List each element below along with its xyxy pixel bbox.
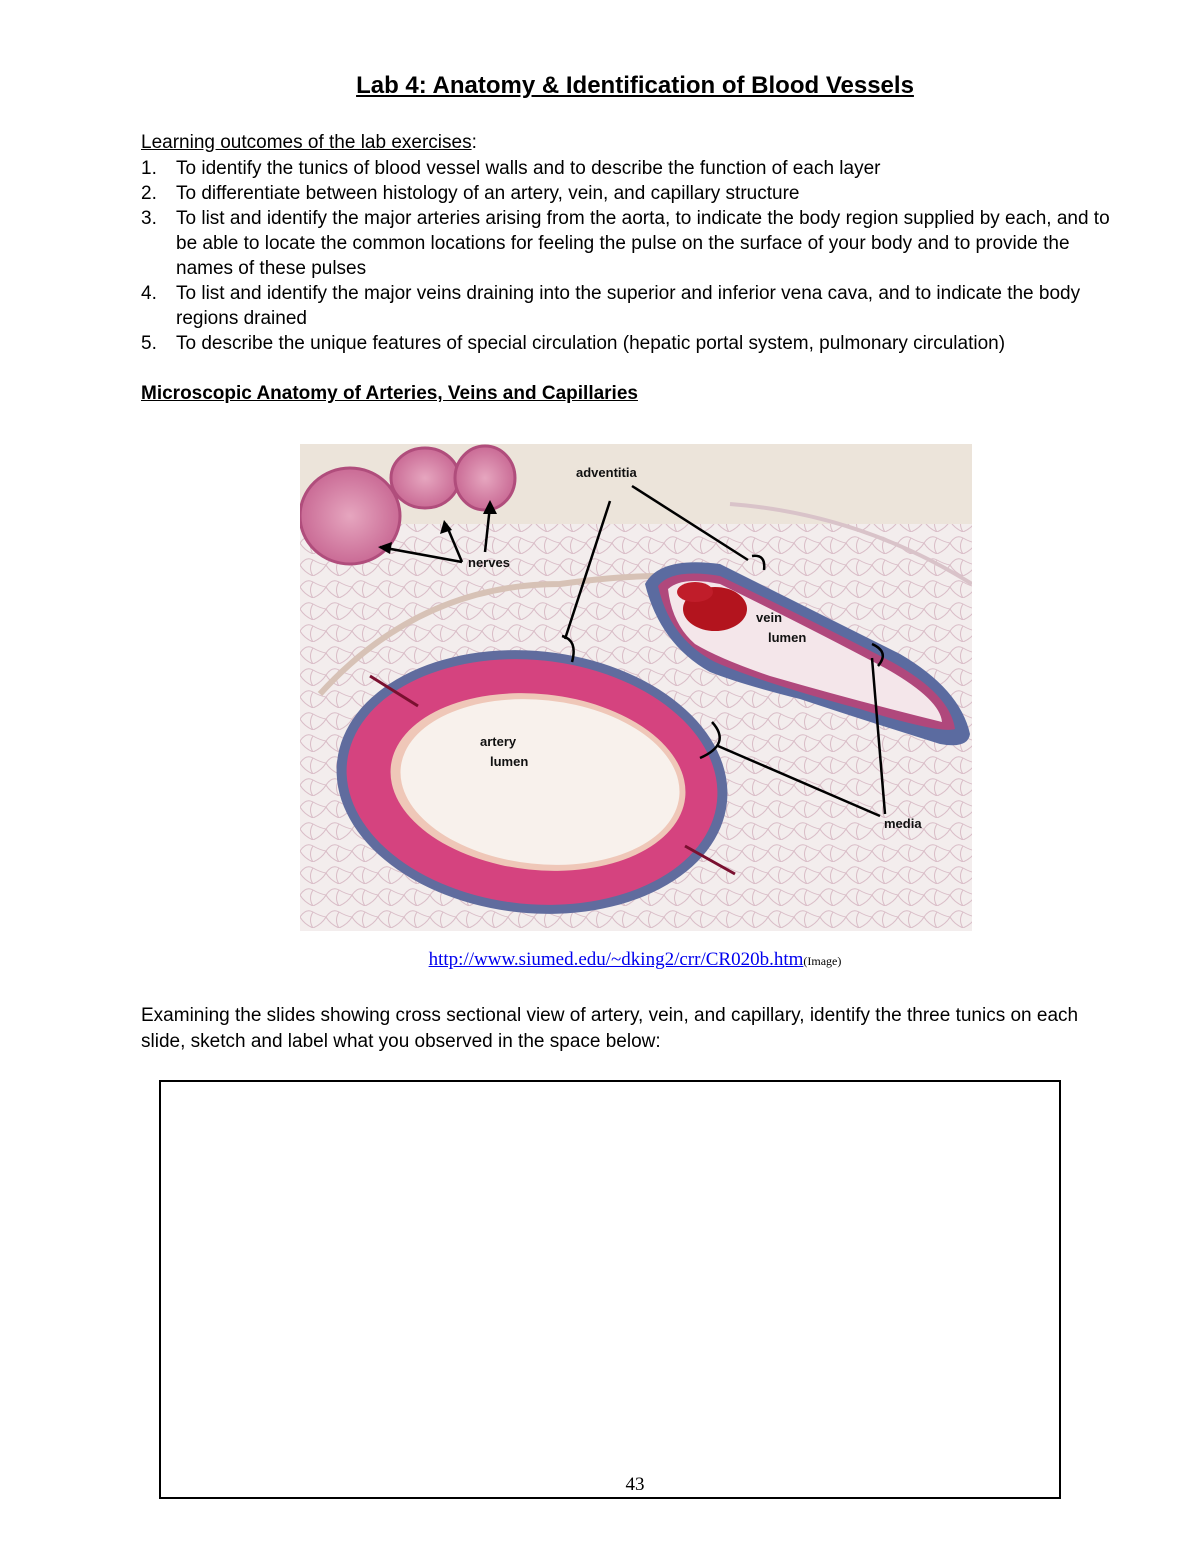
- label-adventitia: adventitia: [576, 465, 637, 480]
- label-nerves: nerves: [468, 555, 510, 570]
- outcome-number: 3.: [141, 208, 157, 229]
- image-source: [0, 949, 1200, 971]
- outcomes-heading-colon: :: [471, 132, 477, 153]
- outcome-text: To describe the unique features of special circulation (hepatic portal system, pulmonary circulation): [176, 333, 1006, 354]
- label-vein-lumen: lumen: [768, 630, 807, 645]
- outcomes-list: [141, 156, 1131, 356]
- instructions: Examining the slides showing cross sectional view of artery, vein, and capillary, identify the three tunics on each slide, sketch and label what you observed in the space below:: [141, 1005, 1079, 1052]
- outcome-text: To differentiate between histology of an artery, vein, and capillary structure: [176, 183, 800, 204]
- page-title: Lab 4: Anatomy & Identification of Blood Vessels: [356, 72, 914, 99]
- outcome-number: 1.: [141, 158, 157, 179]
- outcome-item: [141, 181, 1131, 206]
- outcome-number: 4.: [141, 283, 157, 304]
- outcome-item: [141, 206, 1131, 281]
- outcomes-heading-text: Learning outcomes of the lab exercises: [141, 132, 472, 153]
- outcome-text: To list and identify the major veins draining into the superior and inferior vena cava, and to indicate the body regions drained: [176, 283, 1081, 329]
- outcome-item: [141, 331, 1131, 356]
- vessel-micrograph: [300, 444, 972, 931]
- outcome-item: [141, 156, 1131, 181]
- outcomes-heading: [141, 132, 477, 154]
- label-artery-lumen: lumen: [490, 754, 529, 769]
- outcome-text: To list and identify the major arteries arising from the aorta, to indicate the body region supplied by each, and to be able to locate the common locations for feeling the pulse on the surface of your body and to provide the names of these pulses: [176, 208, 1110, 279]
- label-vein: vein: [756, 610, 783, 625]
- micrograph-drawing: [300, 444, 972, 931]
- page-number: 43: [625, 1474, 645, 1495]
- section-heading: Microscopic Anatomy of Arteries, Veins and Capillaries: [141, 383, 638, 404]
- label-media: media: [884, 816, 922, 831]
- outcome-item: [141, 281, 1131, 331]
- outcome-number: 5.: [141, 333, 157, 354]
- source-link[interactable]: http://www.siumed.edu/~dking2/crr/CR020b.htm: [428, 949, 804, 970]
- sketch-area[interactable]: [159, 1080, 1061, 1499]
- outcome-text: To identify the tunics of blood vessel walls and to describe the function of each layer: [176, 158, 881, 179]
- label-artery: artery: [480, 734, 517, 749]
- outcome-number: 2.: [141, 183, 157, 204]
- source-tag: (Image): [803, 954, 842, 968]
